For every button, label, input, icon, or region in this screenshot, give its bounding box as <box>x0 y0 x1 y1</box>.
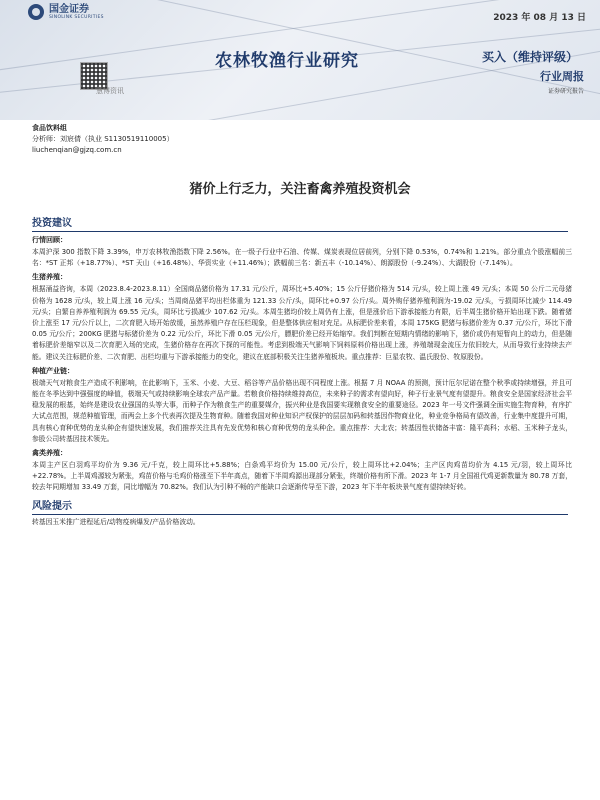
logo-icon <box>28 4 44 20</box>
logo-en-text: SINOLINK SECURITIES <box>49 15 104 20</box>
market-review-heading: 行情回顾： <box>32 236 67 244</box>
investment-section <box>32 214 572 528</box>
seed-heading: 种植产业链： <box>32 366 74 375</box>
risk-text: 转基因玉米推广进程延后/动物疫病爆发/产品价格波动。 <box>32 517 200 526</box>
risk-title: 风险提示 <box>32 500 72 512</box>
hog-heading: 生猪养殖： <box>32 273 67 282</box>
industry-title: 农林牧渔行业研究 <box>215 51 359 71</box>
report-type-label: 行业周报 <box>540 70 584 83</box>
seed-text: 极端天气对粮食生产造成不利影响，在此影响下，玉米、小麦、大豆、稻谷等产品价格出现不同程度上涨。根据 7 月 NOAA 的预测，预计厄尔尼诺在整个秋季或持续增强，并且可能在冬季达到中强强度的峰值，极端天气或持续影响全球农产品产量。若粮食价格持续维持高位，未来种子的需求有望向好，种子行业景气度有望提升。粮食安全是国家经济社会平稳发展的根基，始终是建设农业强国的头等大事，而种子作为粮食生产的重要媒介，振兴种业是我国要实现粮食安全的重要途径。2023 年一号文件强调全面实施生物育种，有序扩大试点范围，规范种植管理，而两会上多个代表再次提及生物育种。随着我国对种业知识产权保护的层层加码和转基因作物商业化，种业竞争格局有望改善，行业集中度提升可期，具有核心育种优势的龙头种企有望快速发展，我们推荐关注具有先发优势和核心育种优势的龙头种企。重点推荐：大北农；转基因性状储备丰富：隆平高科；水稻、玉米种子龙头，参股公司转基因技术领先。 <box>32 378 572 443</box>
poultry-heading: 禽类养殖： <box>32 449 67 458</box>
report-banner <box>0 0 600 120</box>
logo-cn-text: 国金证券 <box>49 4 89 15</box>
poultry-text: 本周主产区白羽鸡平均价为 9.36 元/千克，较上周环比+5.88%；白条鸡平均价为 15.00 元/公斤，较上周环比+2.04%；主产区肉鸡苗均价为 4.15 元/羽，较上周环比+22.78%。上半周鸡源较为紧张，鸡苗价格与毛鸡价格涨至下半年高点，随着下半周鸡源出现部分紧张，终端价格有所下滑。2023 年 1-7 月全国祖代鸡更新数量为 80.78 万套，较去年同期增加 33.49 万套，同比增幅为 70.82%。我们认为引种不畅的产能缺口会逐渐传导至下游，2023 年下半年板块景气度有望持续好转。 <box>32 461 572 492</box>
sector-label: 食品饮料组 <box>32 124 67 132</box>
section-divider <box>32 231 568 232</box>
hog-text: 根据涌益咨询，本周（2023.8.4-2023.8.11）全国商品猪价格为 17.31 元/公斤，周环比+5.40%；15 公斤仔猪价格为 514 元/头，较上周上涨 49 元/头；本周 50 公斤二元母猪价格为 1628 元/头，较上周上涨 16 元/头；当周商品猪平均出栏体重为 121.33 公斤/头，周环比+0.97 公斤/头。周外购仔猪养殖利润为-19.02 元/头，亏损周环比减少 114.49 元/头；自繁自养养殖利润为 69.55 元/头，周环比亏损减少 107.62 元/头。本周生猪均价较上周仍有上涨，但是涨价后下游承接能力有限，后半周生猪价格开始出现下跌。随着猪价上涨至 17 元/公斤以上，二次育肥入场开始放缓，虽然养殖户存在压栏现象，但是整体供应相对充足。从标肥价差来看，本周 175KG 肥猪与标猪价差为 0.37 元/公斤，环比下滑 0.05 元/公斤；200KG 肥猪与标猪价差为 0.22 元/公斤，环比下滑 0.05 元/公斤，膘肥价差已经开始缩窄。我们判断在短期内情绪的影响下，猪价或仍有短暂向上的动力，但是随着标肥价差缩窄以及二次育肥入场的完成，生猪价格存在再次下探的可能性。考虑到极端天气影响下饲料原料价格出现上涨，养殖端现金流压力依旧较大，从而导致行业持续去产能。建议关注标肥价差、二次育肥、出栏均重与下游承接能力的变化，建议在底部积极关注生猪养殖板块。重点推荐：巨星农牧、温氏股份、牧原股份。 <box>32 285 572 361</box>
analyst-name: 分析师：刘宸倩（执业 S1130519110005） <box>32 135 174 143</box>
analyst-email[interactable]: liuchenqian@gjzq.com.cn <box>32 146 122 154</box>
report-date: 2023 年 08 月 13 日 <box>493 13 586 23</box>
section-divider <box>32 514 568 515</box>
report-sub-label: 证券研究报告 <box>547 88 584 95</box>
investment-title: 投资建议 <box>32 218 72 229</box>
market-review-text: 本周沪深 300 指数下降 3.39%，申万农林牧渔指数下降 2.56%。在一级子行业中石油、传媒、煤炭表现位居前列，分别下降 0.53%，0.74%和 1.21%。部分重点个股涨幅前三名：*ST 正邦（+18.77%）、*ST 天山（+16.48%）、华资实业（+11.46%）；跌幅前三名：新五丰（-10.14%）、朗源股份（-9.24%）、大湖股份（-7.14%）。 <box>32 248 572 268</box>
analyst-meta <box>32 123 174 156</box>
rating-label: 买入（维持评级） <box>481 50 578 64</box>
report-headline: 猪价上行乏力，关注畜禽养殖投资机会 <box>189 182 411 197</box>
watermark-text: 慧博资讯 <box>96 87 124 95</box>
company-logo <box>28 4 104 20</box>
